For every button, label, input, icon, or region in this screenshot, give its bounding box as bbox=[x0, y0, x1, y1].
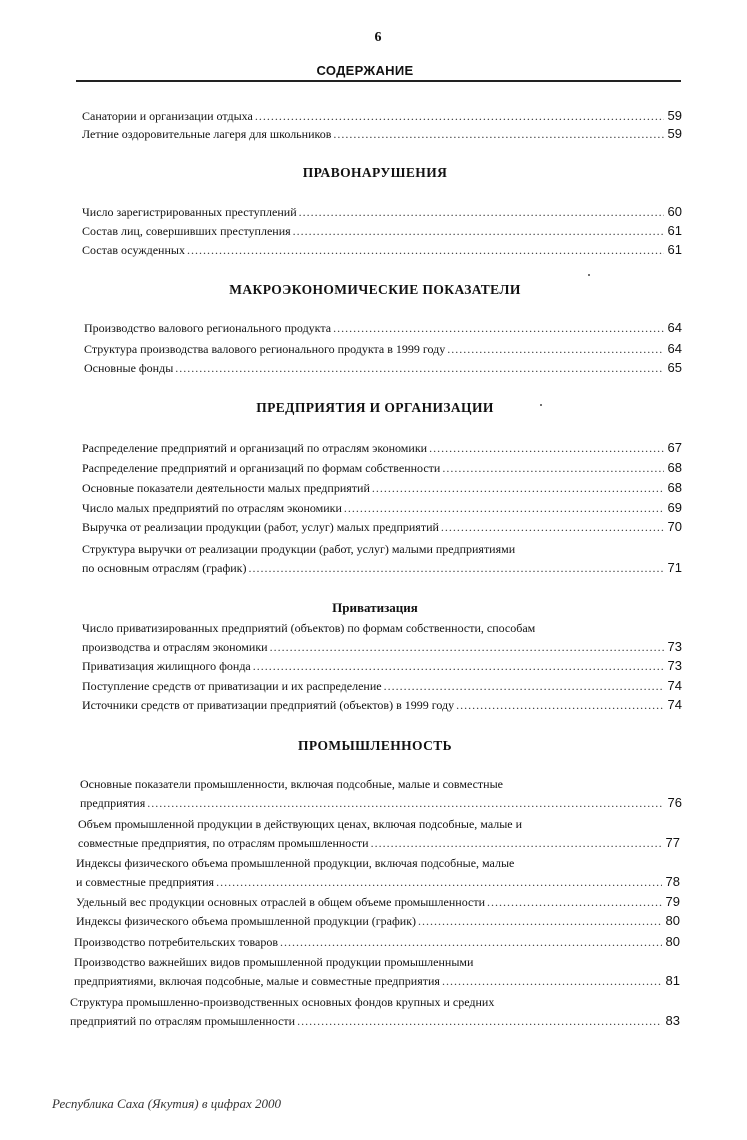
toc-entry-title: Производство валового регионального продукта bbox=[84, 321, 332, 335]
toc-entry[interactable] bbox=[82, 205, 682, 219]
toc-entry[interactable] bbox=[84, 361, 682, 375]
dot-leader bbox=[429, 441, 663, 455]
toc-entry-title: Санатории и организации отдыха bbox=[82, 109, 253, 123]
toc-entry[interactable] bbox=[82, 461, 682, 475]
toc-entry[interactable] bbox=[82, 127, 682, 141]
toc-entry-page-number: 70 bbox=[667, 519, 682, 534]
toc-entry[interactable] bbox=[82, 542, 682, 575]
toc-entry-title: совместные предприятия, по отраслям промышленности bbox=[78, 836, 369, 850]
toc-entry-title: предприятий по отраслям промышленности bbox=[70, 1014, 296, 1028]
toc-entry[interactable] bbox=[82, 659, 682, 673]
dot-leader bbox=[333, 127, 663, 141]
scan-speck bbox=[588, 274, 590, 276]
toc-entry-line bbox=[74, 974, 680, 988]
toc-entry-title: предприятия bbox=[80, 796, 146, 810]
dot-leader bbox=[384, 679, 664, 693]
toc-entry-page-number: 77 bbox=[665, 835, 680, 850]
toc-entry-line bbox=[74, 935, 680, 949]
toc-entry-page-number: 80 bbox=[665, 934, 680, 949]
toc-entry-title: производства и отраслям экономики bbox=[82, 640, 268, 654]
toc-entry-line bbox=[82, 109, 682, 123]
dot-leader bbox=[441, 520, 664, 534]
toc-entry-page-number: 59 bbox=[667, 108, 682, 123]
toc-entry[interactable] bbox=[80, 777, 682, 810]
toc-entry-line bbox=[82, 698, 682, 712]
toc-entry-line bbox=[84, 321, 682, 335]
toc-entry-title: Поступление средств от приватизации и их распределение bbox=[82, 679, 382, 693]
toc-entry[interactable] bbox=[82, 698, 682, 712]
toc-entry-line bbox=[82, 501, 682, 515]
toc-entry-title: Летние оздоровительные лагеря для школьников bbox=[82, 127, 332, 141]
toc-entry[interactable] bbox=[70, 995, 680, 1028]
toc-entry[interactable] bbox=[78, 817, 680, 850]
toc-entry-line bbox=[82, 640, 682, 654]
toc-entry-line bbox=[80, 777, 682, 791]
toc-entry-page-number: 73 bbox=[667, 658, 682, 673]
toc-entry-page-number: 61 bbox=[667, 242, 682, 257]
toc-entry-title: Производство потребительских товаров bbox=[74, 935, 279, 949]
toc-entry-page-number: 81 bbox=[665, 973, 680, 988]
toc-entry[interactable] bbox=[82, 501, 682, 515]
toc-entry-line bbox=[82, 461, 682, 475]
toc-entry-line bbox=[82, 243, 682, 257]
toc-entry-line bbox=[82, 542, 682, 556]
dot-leader bbox=[456, 698, 663, 712]
dot-leader bbox=[442, 974, 662, 988]
toc-entry-page-number: 65 bbox=[667, 360, 682, 375]
toc-entry-page-number: 83 bbox=[665, 1013, 680, 1028]
toc-entry-title: Выручка от реализации продукции (работ, услуг) малых предприятий bbox=[82, 520, 439, 534]
dot-leader bbox=[333, 321, 663, 335]
toc-entry-line bbox=[82, 679, 682, 693]
toc-entry-title: Число зарегистрированных преступлений bbox=[82, 205, 297, 219]
toc-entry-title: Удельный вес продукции основных отраслей в общем объеме промышленности bbox=[76, 895, 485, 909]
section-heading: ПРЕДПРИЯТИЯ И ОРГАНИЗАЦИИ bbox=[256, 400, 494, 415]
toc-entry-page-number: 71 bbox=[667, 560, 682, 575]
toc-entry-line bbox=[70, 995, 680, 1009]
section-heading: ПРАВОНАРУШЕНИЯ bbox=[302, 165, 448, 180]
toc-entry-line bbox=[82, 205, 682, 219]
toc-entry[interactable] bbox=[76, 914, 680, 928]
toc-entry-page-number: 64 bbox=[667, 341, 682, 356]
toc-entry-title: Источники средств от приватизации предприятий (объектов) в 1999 году bbox=[82, 698, 455, 712]
toc-entry-line bbox=[84, 361, 682, 375]
toc-entry-line bbox=[82, 127, 682, 141]
toc-entry-line bbox=[78, 817, 680, 831]
toc-entry-line bbox=[82, 621, 682, 635]
dot-leader bbox=[442, 461, 663, 475]
toc-entry-title: по основным отраслям (график) bbox=[82, 561, 247, 575]
dot-leader bbox=[297, 1014, 661, 1028]
dot-leader bbox=[280, 935, 662, 949]
dot-leader bbox=[372, 481, 664, 495]
toc-entry-line bbox=[76, 895, 680, 909]
toc-entry-title: Распределение предприятий и организаций по отраслям экономики bbox=[82, 441, 428, 455]
page-number: 6 bbox=[374, 30, 382, 45]
toc-entry-page-number: 60 bbox=[667, 204, 682, 219]
dot-leader bbox=[255, 109, 664, 123]
dot-leader bbox=[147, 796, 663, 810]
toc-entry-line bbox=[74, 955, 680, 969]
toc-entry-line bbox=[82, 224, 682, 238]
toc-entry-page-number: 69 bbox=[667, 500, 682, 515]
toc-entry-title: Объем промышленной продукции в действующих ценах, включая подсобные, малые и bbox=[78, 817, 523, 831]
toc-entry-page-number: 78 bbox=[665, 874, 680, 889]
toc-entry[interactable] bbox=[82, 224, 682, 238]
toc-entry-title: Состав осужденных bbox=[82, 243, 185, 257]
toc-entry[interactable] bbox=[76, 856, 680, 889]
dot-leader bbox=[293, 224, 664, 238]
toc-entry[interactable] bbox=[82, 679, 682, 693]
dot-leader bbox=[216, 875, 661, 889]
toc-entry-title: Индексы физического объема промышленной продукции (график) bbox=[76, 914, 417, 928]
toc-entry-line bbox=[82, 441, 682, 455]
toc-entry-title: Структура промышленно-производственных основных фондов крупных и средних bbox=[70, 995, 495, 1009]
toc-entry-title: Число приватизированных предприятий (объектов) по формам собственности, способам bbox=[82, 621, 536, 635]
toc-entry-page-number: 80 bbox=[665, 913, 680, 928]
toc-entry[interactable] bbox=[74, 935, 680, 949]
section-heading: ПРОМЫШЛЕННОСТЬ bbox=[297, 738, 452, 753]
toc-entry-page-number: 76 bbox=[667, 795, 682, 810]
dot-leader bbox=[418, 914, 662, 928]
toc-entry-page-number: 73 bbox=[667, 639, 682, 654]
section-subheading: Приватизация bbox=[332, 600, 418, 615]
toc-entry-line bbox=[76, 914, 680, 928]
toc-entry[interactable] bbox=[82, 109, 682, 123]
toc-entry-page-number: 61 bbox=[667, 223, 682, 238]
dot-leader bbox=[175, 361, 663, 375]
toc-entry-title: Число малых предприятий по отраслям экономики bbox=[82, 501, 342, 515]
toc-entry-page-number: 74 bbox=[667, 697, 682, 712]
toc-entry-page-number: 68 bbox=[667, 480, 682, 495]
toc-entry[interactable] bbox=[82, 481, 682, 495]
toc-entry-title: Распределение предприятий и организаций по формам собственности bbox=[82, 461, 441, 475]
toc-entry-line bbox=[70, 1014, 680, 1028]
toc-entry-line bbox=[76, 856, 680, 870]
dot-leader bbox=[447, 342, 663, 356]
toc-entry-line bbox=[82, 520, 682, 534]
scan-speck bbox=[540, 404, 542, 406]
dot-leader bbox=[253, 659, 664, 673]
toc-entry[interactable] bbox=[84, 342, 682, 356]
toc-entry-page-number: 79 bbox=[665, 894, 680, 909]
toc-entry-title: Производство важнейших видов промышленной продукции промышленными bbox=[74, 955, 474, 969]
toc-entry-page-number: 74 bbox=[667, 678, 682, 693]
toc-entry-page-number: 67 bbox=[667, 440, 682, 455]
toc-entry-title: Индексы физического объема промышленной продукции, включая подсобные, малые bbox=[76, 856, 515, 870]
dot-leader bbox=[270, 640, 664, 654]
toc-entry-line bbox=[82, 481, 682, 495]
dot-leader bbox=[371, 836, 662, 850]
toc-entry-line bbox=[80, 796, 682, 810]
toc-entry-title: Основные показатели деятельности малых предприятий bbox=[82, 481, 370, 495]
dot-leader bbox=[487, 895, 662, 909]
footer-publication-title: Республика Саха (Якутия) в цифрах 2000 bbox=[52, 1096, 281, 1111]
toc-entry-line bbox=[84, 342, 682, 356]
dot-leader bbox=[344, 501, 664, 515]
toc-entry-line bbox=[82, 659, 682, 673]
toc-entry[interactable] bbox=[74, 955, 680, 988]
toc-entry-page-number: 59 bbox=[667, 126, 682, 141]
toc-entry[interactable] bbox=[76, 895, 680, 909]
toc-entry-title: Состав лиц, совершивших преступления bbox=[82, 224, 291, 238]
toc-entry[interactable] bbox=[82, 621, 682, 654]
toc-entry[interactable] bbox=[82, 243, 682, 257]
toc-entry-page-number: 64 bbox=[667, 320, 682, 335]
toc-entry-title: и совместные предприятия bbox=[76, 875, 215, 889]
dot-leader bbox=[187, 243, 664, 257]
toc-entry-title: Структура выручки от реализации продукции (работ, услуг) малыми предприятиями bbox=[82, 542, 516, 556]
toc-entry-title: предприятиями, включая подсобные, малые и совместные предприятия bbox=[74, 974, 440, 988]
toc-entry-title: Структура производства валового регионального продукта в 1999 году bbox=[84, 342, 446, 356]
toc-entry-line bbox=[78, 836, 680, 850]
toc-entry-page-number: 68 bbox=[667, 460, 682, 475]
contents-title: СОДЕРЖАНИЕ bbox=[316, 63, 414, 78]
toc-entry-title: Приватизация жилищного фонда bbox=[82, 659, 251, 673]
toc-entry-title: Основные фонды bbox=[84, 361, 174, 375]
toc-entry[interactable] bbox=[84, 321, 682, 335]
toc-entry-line bbox=[82, 561, 682, 575]
toc-entry[interactable] bbox=[82, 520, 682, 534]
section-heading: МАКРОЭКОНОМИЧЕСКИЕ ПОКАЗАТЕЛИ bbox=[229, 282, 521, 297]
toc-entry-title: Основные показатели промышленности, включая подсобные, малые и совместные bbox=[80, 777, 503, 791]
dot-leader bbox=[299, 205, 664, 219]
toc-entry-line bbox=[76, 875, 680, 889]
dot-leader bbox=[248, 561, 663, 575]
toc-entry[interactable] bbox=[82, 441, 682, 455]
